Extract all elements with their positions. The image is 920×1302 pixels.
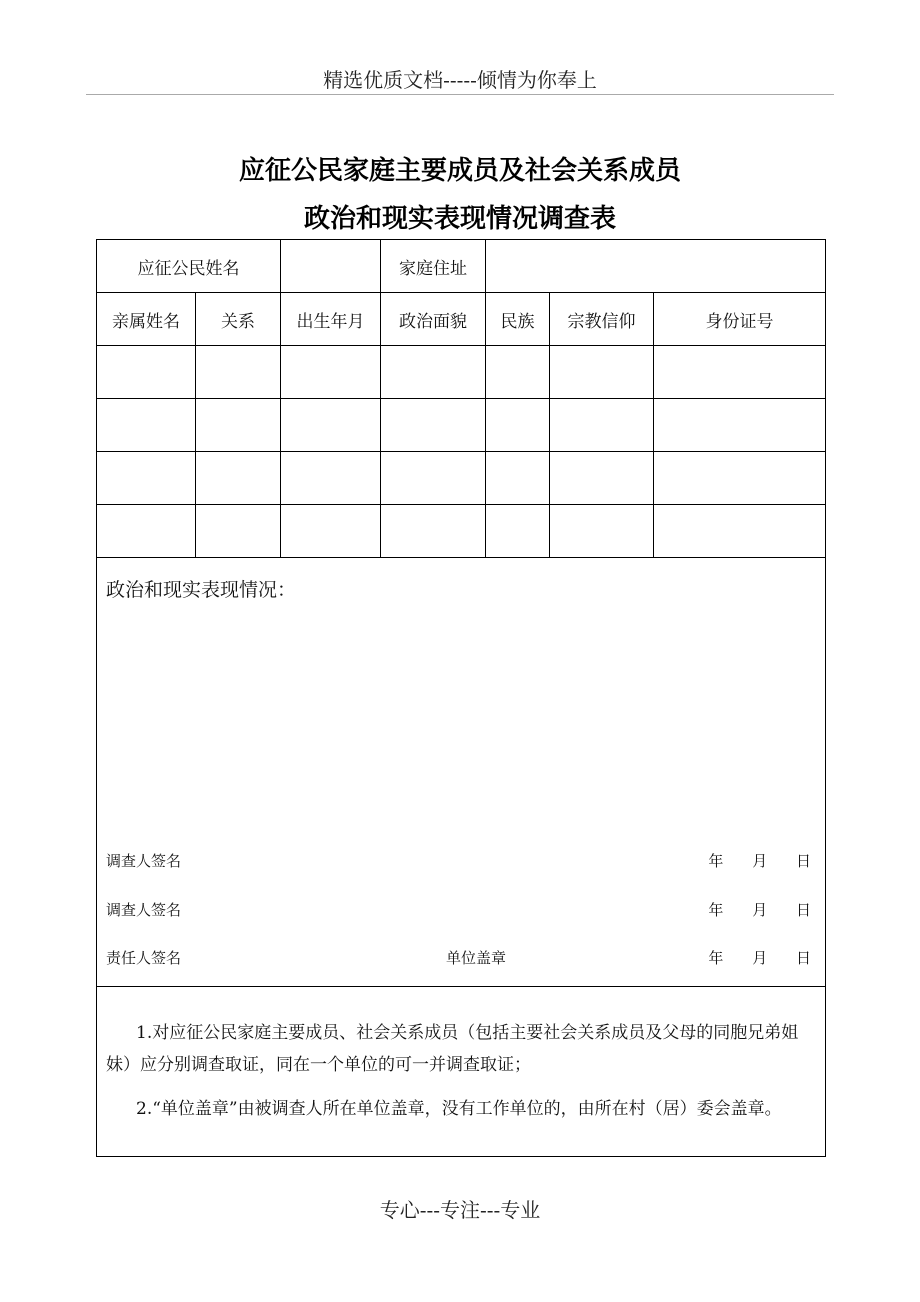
applicant-name-field[interactable] [281,240,381,293]
home-address-field[interactable] [486,240,826,293]
cell-ethnicity[interactable] [486,452,550,505]
notes-section [97,987,826,1157]
cell-id-number[interactable] [654,452,826,505]
signature-label: 调查人签名 [106,901,182,919]
cell-id-number[interactable] [654,505,826,558]
col-header-political-status: 政治面貌 [381,293,486,346]
year-label: 年 [708,852,724,870]
day-label: 日 [796,949,812,967]
col-header-relationship: 关系 [196,293,281,346]
cell-ethnicity[interactable] [486,346,550,399]
table-row [97,452,826,505]
cell-birth-date[interactable] [281,505,381,558]
year-label: 年 [708,901,724,919]
cell-relationship[interactable] [196,399,281,452]
cell-political-status[interactable] [381,346,486,399]
cell-relationship[interactable] [196,452,281,505]
form-title-line1: 应征公民家庭主要成员及社会关系成员 [238,156,681,186]
page-footer: 专心---专注---专业 [379,1198,541,1222]
remarks-row [97,558,826,987]
cell-relationship[interactable] [196,346,281,399]
remarks-section[interactable] [97,558,826,987]
cell-political-status[interactable] [381,505,486,558]
header-divider [86,94,834,95]
col-header-ethnicity: 民族 [486,293,550,346]
cell-birth-date[interactable] [281,452,381,505]
day-label: 日 [796,852,812,870]
cell-relative-name[interactable] [97,399,196,452]
signature-label: 调查人签名 [106,852,182,870]
note-item: 2.“单位盖章”由被调查人所在单位盖章，没有工作单位的，由所在村（居）委会盖章。 [136,1099,782,1119]
notes-row [97,987,826,1157]
cell-birth-date[interactable] [281,399,381,452]
home-address-label: 家庭住址 [381,240,486,293]
col-header-relative-name: 亲属姓名 [97,293,196,346]
cell-religion[interactable] [550,505,654,558]
month-label: 月 [752,949,768,967]
cell-id-number[interactable] [654,346,826,399]
cell-religion[interactable] [550,399,654,452]
col-header-religion: 宗教信仰 [550,293,654,346]
form-title-line2: 政治和现实表现情况调查表 [303,204,616,234]
applicant-name-label: 应征公民姓名 [97,240,281,293]
cell-religion[interactable] [550,346,654,399]
table-row [97,505,826,558]
date-fields [708,947,811,968]
cell-birth-date[interactable] [281,346,381,399]
page-header: 精选优质文档-----倾情为你奉上 [323,68,597,92]
month-label: 月 [752,901,768,919]
unit-stamp-label: 单位盖章 [446,949,507,967]
investigation-form-table [96,239,826,1157]
cell-political-status[interactable] [381,452,486,505]
cell-id-number[interactable] [654,399,826,452]
remarks-label: 政治和现实表现情况： [106,579,297,601]
column-header-row [97,293,826,346]
cell-ethnicity[interactable] [486,399,550,452]
day-label: 日 [796,901,812,919]
cell-relationship[interactable] [196,505,281,558]
cell-relative-name[interactable] [97,346,196,399]
date-fields [708,850,811,871]
cell-ethnicity[interactable] [486,505,550,558]
year-label: 年 [708,949,724,967]
signature-label: 责任人签名 [106,949,182,967]
col-header-birth-date: 出生年月 [281,293,381,346]
cell-religion[interactable] [550,452,654,505]
cell-relative-name[interactable] [97,452,196,505]
applicant-row [97,240,826,293]
table-row [97,399,826,452]
col-header-id-number: 身份证号 [654,293,826,346]
cell-relative-name[interactable] [97,505,196,558]
date-fields [708,899,811,920]
table-row [97,346,826,399]
month-label: 月 [752,852,768,870]
cell-political-status[interactable] [381,399,486,452]
note-item: 1.对应征公民家庭主要成员、社会关系成员（包括主要社会关系成员及父母的同胞兄弟姐妹）应分别调查取证，同在一个单位的可一并调查取证； [106,1023,799,1075]
